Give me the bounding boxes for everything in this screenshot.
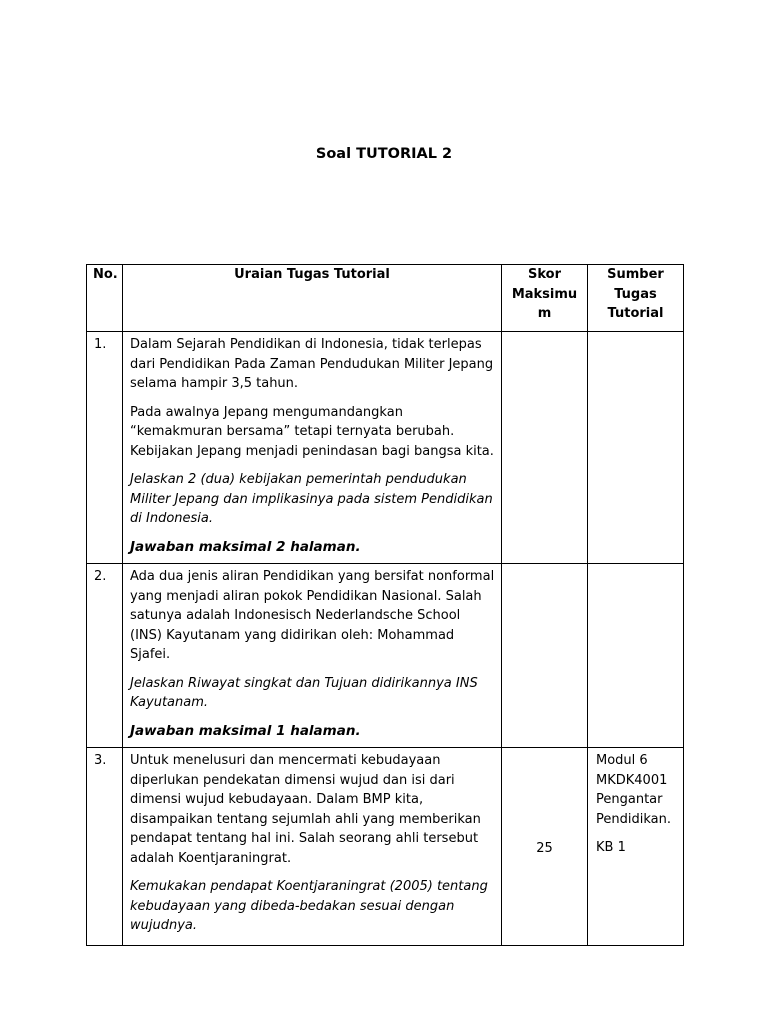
header-max-score-line: m <box>537 306 552 321</box>
header-source-line: Tugas <box>614 286 657 302</box>
max-score-cell <box>502 332 588 564</box>
table-row <box>87 564 684 748</box>
max-score-cell <box>502 748 588 946</box>
row-number: 2. <box>87 564 123 748</box>
answer-limit-note: Jawaban maksimal 1 halaman. <box>130 722 361 739</box>
task-question: Jelaskan Riwayat singkat dan Tujuan didirikannya INS Kayutanam. <box>130 675 478 710</box>
source-line: Pengantar <box>596 792 663 807</box>
source-cell <box>588 748 684 946</box>
header-source-line: Tutorial <box>607 306 664 321</box>
task-question: Kemukakan pendapat Koentjaraningrat (2005) tentang kebudayaan yang dibeda-bedakan sesuai dengan wujudnya. <box>130 879 488 933</box>
header-source <box>588 265 684 332</box>
source-module <box>596 751 679 829</box>
max-score-cell <box>502 564 588 748</box>
table-row <box>87 332 684 564</box>
document-title: Soal TUTORIAL 2 <box>315 146 453 162</box>
table-header-row <box>87 265 684 332</box>
row-number: 3. <box>87 748 123 946</box>
header-max-score-line: Skor <box>527 267 561 282</box>
task-description <box>123 332 502 564</box>
row-number: 1. <box>87 332 123 564</box>
header-max-score <box>502 265 588 332</box>
source-kb: KB 1 <box>596 840 626 855</box>
header-max-score-label <box>502 265 587 324</box>
header-no-label: No. <box>93 267 118 282</box>
source-cell <box>588 332 684 564</box>
table-row <box>87 748 684 946</box>
header-description-label: Uraian Tugas Tutorial <box>234 267 390 282</box>
answer-limit-note: Jawaban maksimal 2 halaman. <box>130 538 361 555</box>
source-line: MKDK4001 <box>596 772 668 788</box>
max-score-value: 25 <box>536 840 553 856</box>
header-source-label <box>588 265 683 324</box>
tutorial-task-table <box>86 264 684 946</box>
source-line: Pendidikan. <box>596 811 671 827</box>
source-cell <box>588 564 684 748</box>
task-context: Untuk menelusuri dan mencermati kebudayaan diperlukan pendekatan dimensi wujud dan isi dari dimensi wujud kebudayaan. Dalam BMP kita, disampaikan tentang sejumlah ahli yang memberikan pendapat tentang hal ini. Salah seorang ahli tersebut adalah Koentjaraningrat. <box>130 753 481 866</box>
task-question: Jelaskan 2 (dua) kebijakan pemerintah pendudukan Militer Jepang dan implikasinya pada sistem Pendidikan di Indonesia. <box>130 472 493 526</box>
task-context: Ada dua jenis aliran Pendidikan yang bersifat nonformal yang menjadi aliran pokok Pendidikan Nasional. Salah satunya adalah Indonesisch Nederlandsche School (INS) Kayutanam yang didirikan oleh: Mohammad Sjafei. <box>130 569 495 662</box>
task-context: Pada awalnya Jepang mengumandangkan “kemakmuran bersama” tetapi ternyata berubah. Kebijakan Jepang menjadi penindasan bagi bangsa kita. <box>130 404 494 459</box>
header-description <box>123 265 502 332</box>
header-max-score-line: Maksimu <box>511 286 578 302</box>
header-no <box>87 265 123 332</box>
source-line: Modul 6 <box>596 753 648 768</box>
task-description <box>123 748 502 946</box>
task-description <box>123 564 502 748</box>
header-source-line: Sumber <box>607 267 664 282</box>
task-context: Dalam Sejarah Pendidikan di Indonesia, tidak terlepas dari Pendidikan Pada Zaman Pendudukan Militer Jepang selama hampir 3,5 tahun. <box>130 337 494 391</box>
